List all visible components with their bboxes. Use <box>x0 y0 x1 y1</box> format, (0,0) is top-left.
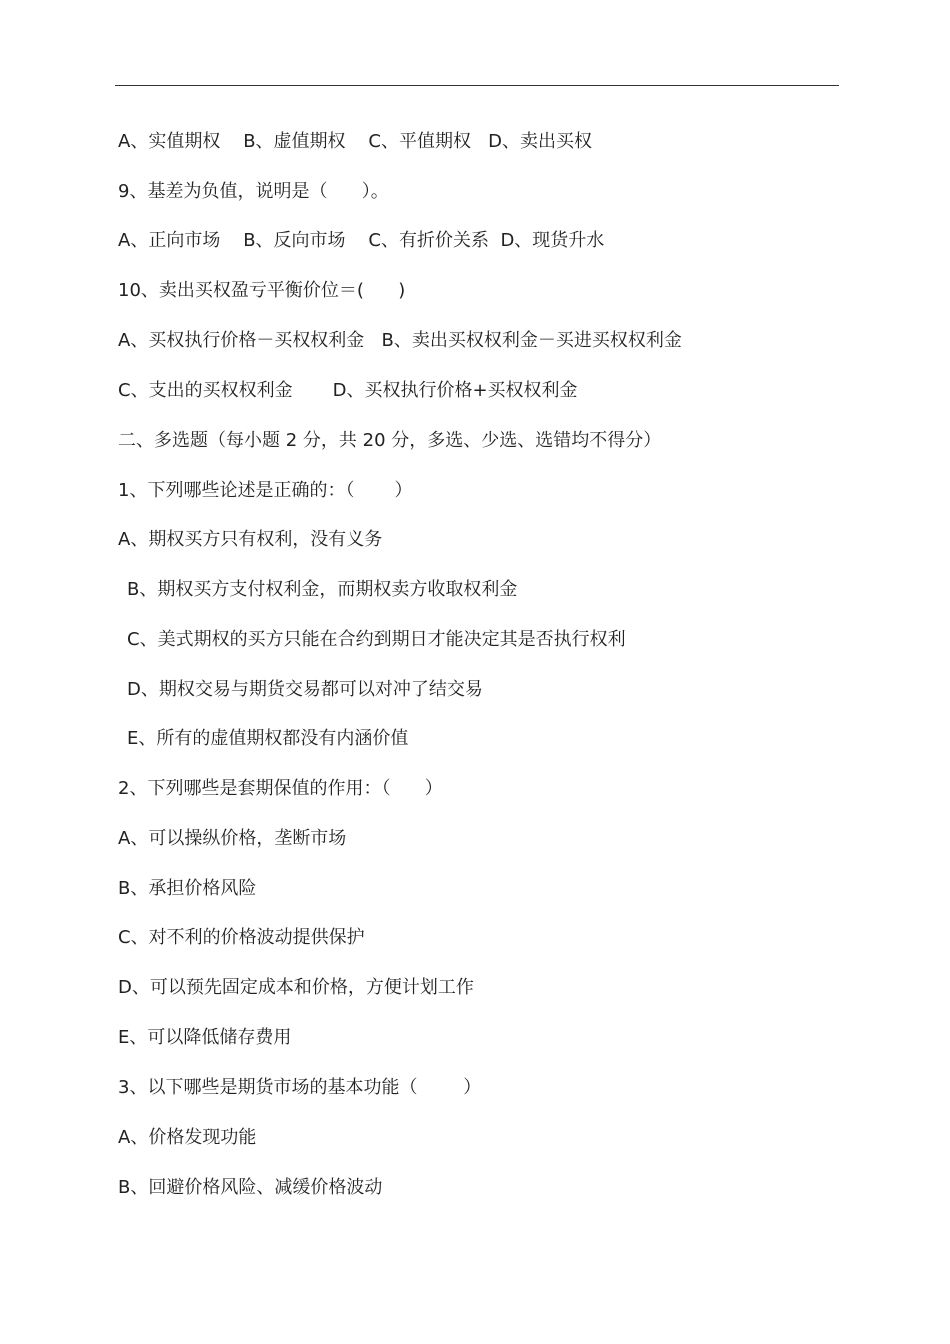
mc2-question: 2、下列哪些是套期保值的作用：（ ） <box>118 778 443 799</box>
mc2-option-c: C、对不利的价格波动提供保护 <box>118 927 365 948</box>
mc2-option-d: D、可以预先固定成本和价格，方便计划工作 <box>118 977 474 998</box>
mc2-option-b: B、承担价格风险 <box>118 878 257 899</box>
mc1-option-a: A、期权买方只有权利，没有义务 <box>118 529 383 550</box>
section-heading-multiple-choice: 二、多选题（每小题 2 分，共 20 分，多选、少选、选错均不得分） <box>118 430 662 451</box>
mc3-option-a: A、价格发现功能 <box>118 1127 257 1148</box>
mc1-option-b: B、期权买方支付权利金，而期权卖方收取权利金 <box>127 579 518 600</box>
header-rule <box>115 85 839 86</box>
mc1-question: 1、下列哪些论述是正确的：（ ） <box>118 480 413 501</box>
mc2-option-a: A、可以操纵价格，垄断市场 <box>118 828 347 849</box>
q8-options: A、实值期权 B、虚值期权 C、平值期权 D、卖出买权 <box>118 131 593 152</box>
mc2-option-e: E、可以降低储存费用 <box>118 1027 292 1048</box>
mc1-option-e: E、所有的虚值期权都没有内涵价值 <box>127 728 409 749</box>
q10-options-ab: A、买权执行价格－买权权利金 B、卖出买权权利金－买进买权权利金 <box>118 330 682 351</box>
mc3-option-b: B、回避价格风险、减缓价格波动 <box>118 1177 383 1198</box>
mc3-question: 3、以下哪些是期货市场的基本功能（ ） <box>118 1077 482 1098</box>
mc1-option-c: C、美式期权的买方只能在合约到期日才能决定其是否执行权利 <box>127 629 626 650</box>
q10-question: 10、卖出买权盈亏平衡价位＝( ) <box>118 280 406 301</box>
q10-options-cd: C、支出的买权权利金 D、买权执行价格+买权权利金 <box>118 380 578 401</box>
mc1-option-d: D、期权交易与期货交易都可以对冲了结交易 <box>127 679 483 700</box>
q9-question: 9、基差为负值，说明是（ ）。 <box>118 181 389 202</box>
q9-options: A、正向市场 B、反向市场 C、有折价关系 D、现货升水 <box>118 230 605 251</box>
